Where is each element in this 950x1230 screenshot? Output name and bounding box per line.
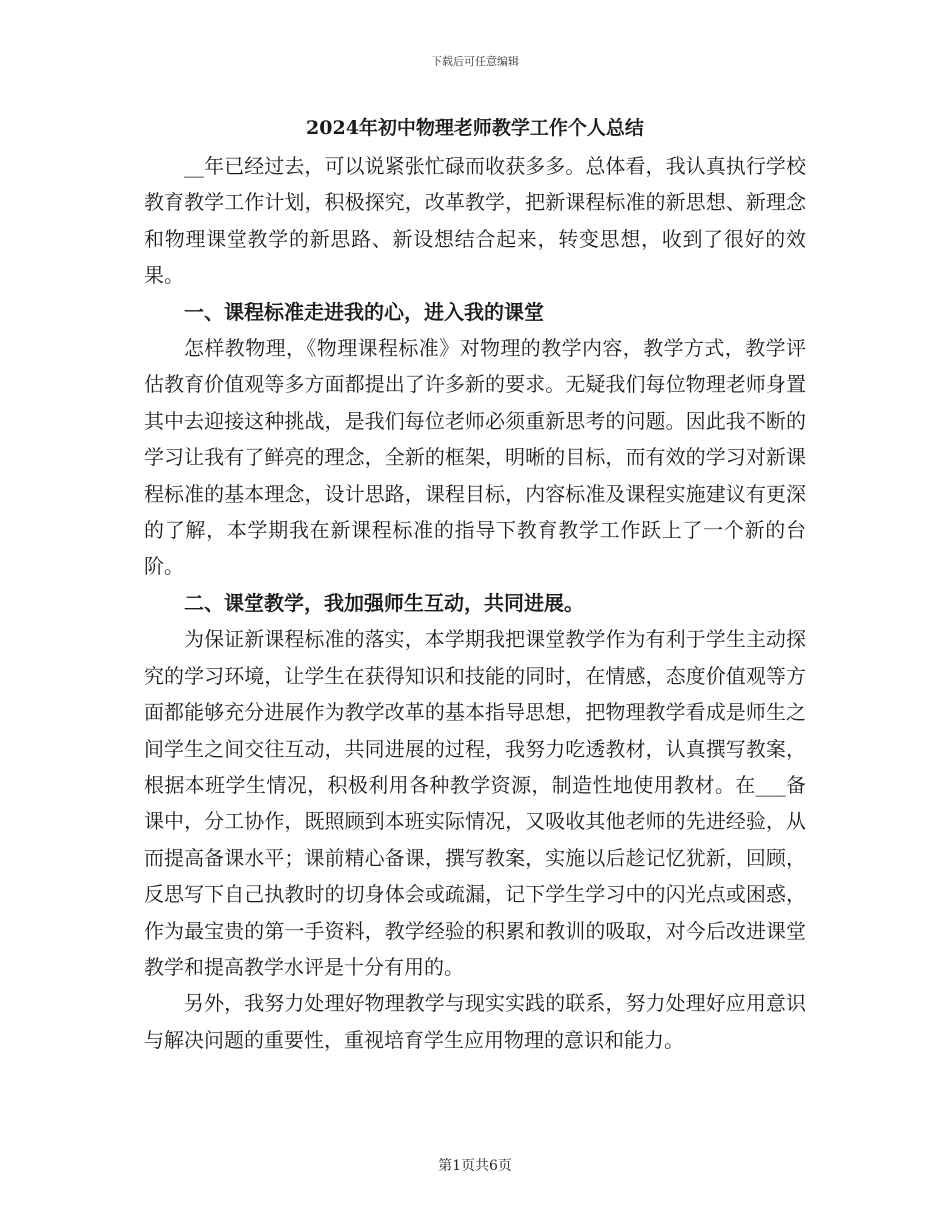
section-heading-1: 一、课程标准走进我的心，进入我的课堂 [184, 299, 544, 324]
document-body [144, 148, 806, 1058]
header-note: 下载后可任意编辑 [431, 55, 519, 68]
section-heading-2: 二、课堂教学，我加强师生互动，共同进展。 [184, 590, 584, 615]
paragraph-additional: 另外，我努力处理好物理教学与现实实践的联系，努力处理好应用意识与解决问题的重要性，重视培育学生应用物理的意识和能力。 [144, 991, 806, 1052]
document-title: 2024年初中物理老师教学工作个人总结 [306, 117, 644, 139]
paragraph-section-1: 怎样教物理，《物理课程标准》对物理的教学内容，教学方式，教学评估教育价值观等多方面都提出了许多新的要求。无疑我们每位物理老师身置其中去迎接这种挑战，是我们每位老师必须重新思考的问题。因此我不断的学习让我有了鲜亮的理念，全新的框架，明晰的目标，而有效的学习对新课程标准的基本理念，设计思路，课程目标，内容标准及课程实施建议有更深的了解，本学期我在新课程标准的指导下教育教学工作跃上了一个新的台阶。 [144, 336, 806, 579]
page-number: 第1页共6页 [438, 1158, 512, 1174]
paragraph-intro: __年已经过去，可以说紧张忙碌而收获多多。总体看，我认真执行学校教育教学工作计划，积极探究，改革教学，把新课程标准的新思想、新理念和物理课堂教学的新思路、新设想结合起来，转变思想，收到了很好的效果。 [144, 154, 806, 288]
paragraph-section-2: 为保证新课程标准的落实，本学期我把课堂教学作为有利于学生主动探究的学习环境，让学生在获得知识和技能的同时，在情感，态度价值观等方面都能够充分进展作为教学改革的基本指导思想，把物理教学看成是师生之间学生之间交往互动，共同进展的过程，我努力吃透教材，认真撰写教案，根据本班学生情况，积极利用各种教学资源，制造性地使用教材。在___备课中，分工协作，既照顾到本班实际情况，又吸收其他老师的先进经验，从而提高备课水平；课前精心备课，撰写教案，实施以后趁记忆犹新，回顾，反思写下自己执教时的切身体会或疏漏，记下学生学习中的闪光点或困惑，作为最宝贵的第一手资料，教学经验的积累和教训的吸取，对今后改进课堂教学和提高教学水评是十分有用的。 [144, 627, 806, 979]
